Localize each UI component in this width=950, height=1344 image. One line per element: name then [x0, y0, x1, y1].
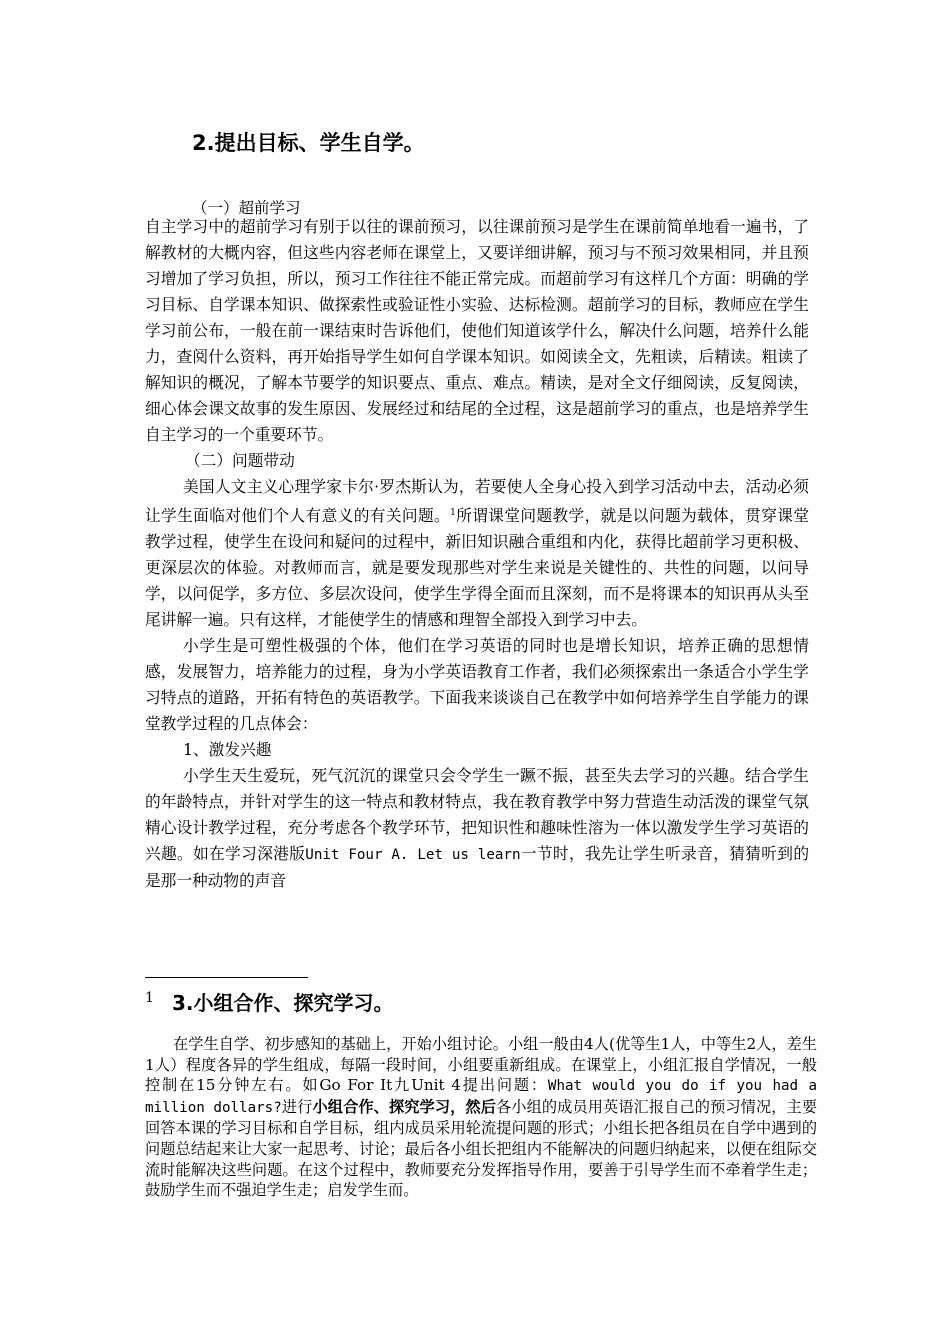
- paragraph-pupils: 小学生是可塑性极强的个体，他们在学习英语的同时也是增长知识，培养正确的思想情感，发展智力，培养能力的过程，身为小学英语教育工作者，我们必须探索出一条适合小学生学习特点的道路，开拓有特色的英语教学。下面我来谈谈自己在教学中如何培养学生自学能力的课堂教学过程的几点体会：: [145, 636, 809, 734]
- text-segment: 分钟左右。如: [215, 1076, 320, 1095]
- text-segment: 提出问题：: [460, 1076, 548, 1095]
- unit-name: Unit 4: [411, 1076, 461, 1095]
- bold-text: 小组合作、探究学习，然后: [312, 1097, 496, 1116]
- text-segment: 人(优等生: [593, 1035, 661, 1053]
- number: 4: [584, 1035, 594, 1053]
- english-text: Unit Four A. Let us learn: [305, 847, 521, 864]
- text-segment: 小学生天生爱玩，死气沉沉的课堂只会令学生一蹶不振，甚至失去学习的兴趣。结合学生的年龄特点，并针对学生的这一特点和教材特点，我在教育教学中努力营造生动活泼的课堂气氛精心设计教学过程，充分考虑各个教学环节，把知识性和趣味性溶为一体以激发学生学习英语的兴趣。如在学习深港版: [145, 766, 809, 864]
- text-segment: 各小组的成员用英语汇报自己的预习情况，主要回答本课的学习目标和自学目标，组内成员采用轮流提问题的形式；小组长把各组员在自学中遇到的问题总结起来让大家一起思考、讨论；最后各小组长把组内不能解决的问题归纳起来，以便在组际交流时能解决这些问题。在这个过程中，教师要充分发挥指导作用，要善于引导学生而不牵着学生走；鼓励学生而不强迫学生走；启发学生而。: [145, 1097, 818, 1200]
- section3-body: [145, 1034, 817, 1201]
- footnote-reference[interactable]: 1: [450, 508, 456, 518]
- paragraph-group-cooperation: [145, 1034, 817, 1201]
- text-segment: 一节时，我先让学生听录音，猜猜听到的是那一种动物的声音: [145, 844, 810, 891]
- footnote-separator: [145, 977, 308, 978]
- text-segment: 在学生自学、初步感知的基础上，开始小组讨论。小组一般由: [173, 1035, 585, 1053]
- text-segment: 九: [392, 1076, 412, 1095]
- text-segment: 所谓课堂问题教学，就是以问题为载体，贯穿课堂教学过程，使学生在设问和疑问的过程中，新旧知识融合重组和内化，获得比超前学习更积极、更深层次的体验。对教师而言，就是要发现那些对学生来说是关键性的、共性的问题，以问导学，以问促学，多方位、多层次设问，使学生学得全面而且深刻，而不是将课本的知识再从头至尾讲解一遍。只有这样，才能使学生的情感和理智全部投入到学习中去。: [145, 506, 810, 630]
- text-segment: 进行: [281, 1097, 313, 1116]
- text-segment: 人，差生: [756, 1035, 818, 1053]
- number: 15: [196, 1076, 216, 1095]
- number: 2: [746, 1035, 757, 1053]
- number: 1: [145, 1055, 155, 1074]
- book-title: Go For It: [319, 1076, 393, 1095]
- subheading-problem-driven: （二）问题带动: [185, 451, 295, 470]
- number: 1: [660, 1035, 671, 1053]
- footnote-marker: 1: [145, 990, 154, 1006]
- section-heading-2: 2.提出目标、学生自学。: [192, 131, 425, 155]
- text-segment: 人，中等生: [670, 1035, 747, 1053]
- list-item-stimulate-interest: 1、激发兴趣: [183, 740, 272, 760]
- section-heading-3: 3.小组合作、探究学习。: [172, 991, 394, 1015]
- text-segment: 人）程度各异的学生组成，每隔一段时间，小组要重新组成。在课堂上，小组汇报自学情况，一般控制在: [145, 1055, 817, 1095]
- section2-body: [145, 214, 809, 894]
- text-segment: 美国人文主义心理学家卡尔·罗杰斯认为，若要使人全身心投入到学习活动中去，活动必须让学生面临对他们个人有意义的有关问题。: [145, 477, 809, 526]
- subheading-advance-learning: （一）超前学习: [192, 199, 301, 217]
- paragraph-problem-driven: [145, 474, 809, 633]
- paragraph-advance-learning: 自主学习中的超前学习有别于以往的课前预习，以往课前预习是学生在课前简单地看一遍书，了解教材的大概内容，但这些内容老师在课堂上，又要详细讲解，预习与不预习效果相同，并且预习增加了学习负担，所以，预习工作往往不能正常完成。而超前学习有这样几个方面：明确的学习目标、自学课本知识、做探索性或验证性小实验、达标检测。超前学习的目标，教师应在学生学习前公布，一般在前一课结束时告诉他们，使他们知道该学什么，解决什么问题，培养什么能力，查阅什么资料，再开始指导学生如何自学课本知识。如阅读全文，先粗读，后精读。粗读了解知识的概况，了解本节要学的知识要点、重点、难点。精读，是对全文仔细阅读，反复阅读，细心体会课文故事的发生原因、发展经过和结尾的全过程，这是超前学习的重点，也是培养学生自主学习的一个重要环节。: [145, 217, 809, 444]
- paragraph-interest: [145, 763, 809, 894]
- english-question: What would you do if you had a million dollars?: [145, 1078, 818, 1116]
